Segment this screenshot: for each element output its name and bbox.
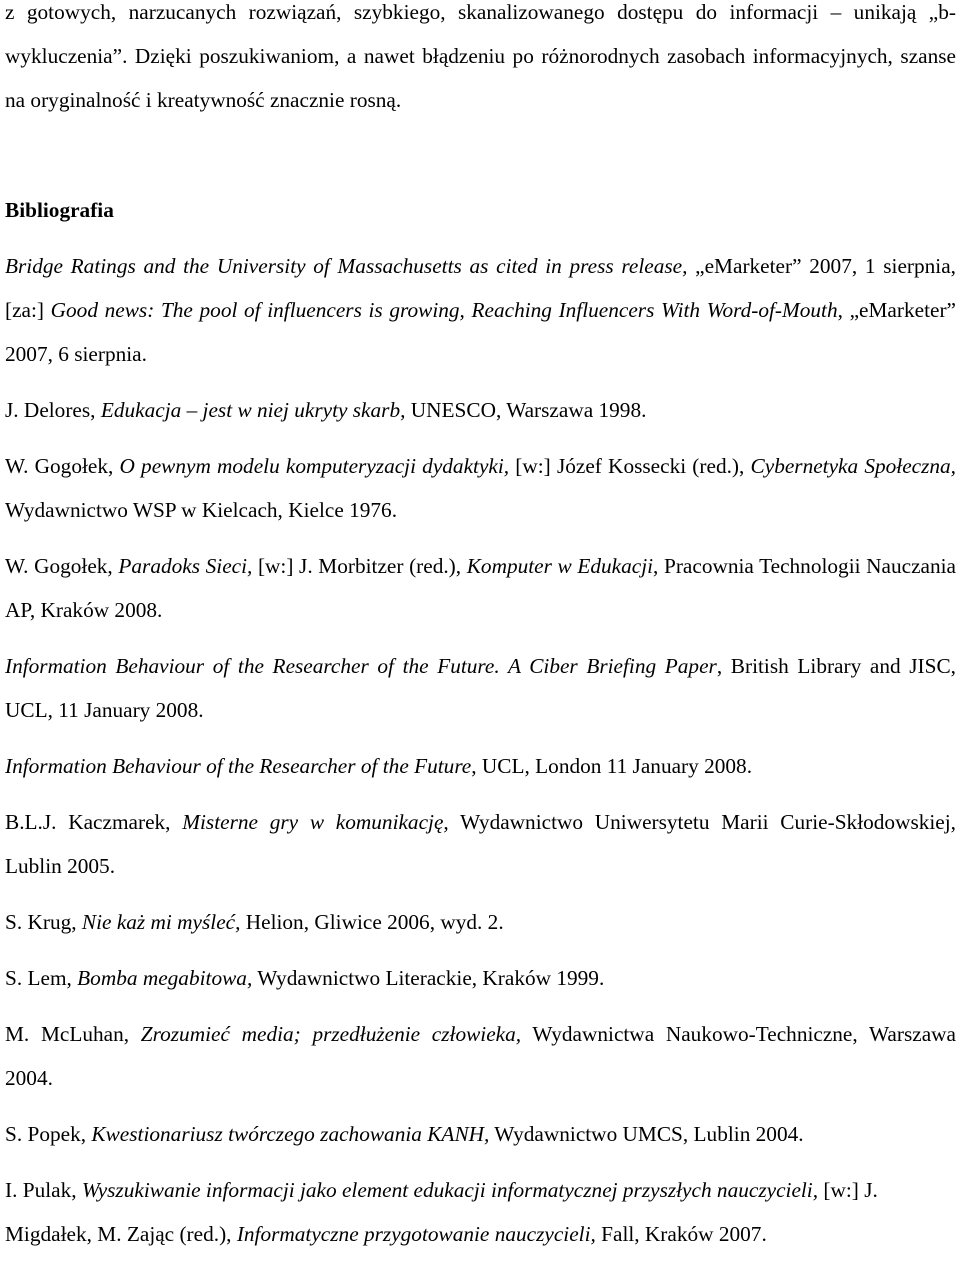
entry-text: , UCL, London 11 January 2008. <box>471 754 753 778</box>
bibliography-entry <box>5 644 956 732</box>
bibliography-entry <box>5 1168 956 1256</box>
entry-author: M. McLuhan, <box>5 1022 141 1046</box>
entry-author: S. Krug, <box>5 910 82 934</box>
bibliography-entry <box>5 956 956 1000</box>
entry-title: Kwestionariusz twórczego zachowania KANH, <box>91 1122 490 1146</box>
entry-title: Information Behaviour of the Researcher of the Future. A Ciber Briefing Paper <box>5 654 717 678</box>
bibliography-list <box>5 244 956 1268</box>
bibliography-entry <box>5 444 956 532</box>
bibliography-entry <box>5 744 956 788</box>
entry-title: Cybernetyka Społeczna, <box>750 454 957 478</box>
entry-title: Bridge Ratings and the University of Massachusetts as cited in press release, <box>5 254 688 278</box>
entry-text: , „eMarketer” 2007, 6 sierpnia. <box>5 298 956 366</box>
entry-title: Good news: The pool of influencers is growing, Reaching Influencers With Word-of-Mouth <box>50 298 838 322</box>
entry-author: J. Delores, <box>5 398 101 422</box>
entry-text: Helion, Gliwice 2006, wyd. 2. <box>240 910 504 934</box>
entry-title: Wyszukiwanie informacji jako element edukacji informatycznej przyszłych nauczycieli, <box>81 1178 819 1202</box>
entry-text: [w:] J. Morbitzer (red.), <box>252 554 467 578</box>
bibliography-entry <box>5 800 956 888</box>
bibliography-entry <box>5 1012 956 1100</box>
entry-text: Wydawnictwo Literackie, Kraków 1999. <box>252 966 605 990</box>
entry-text: , Pracownia Technologii Nauczania AP, Kraków 2008. <box>5 554 957 622</box>
bibliography-entry <box>5 900 956 944</box>
entry-text: , British Library and JISC, UCL, 11 January 2008. <box>5 654 957 722</box>
bibliography-entry <box>5 244 956 376</box>
entry-author: W. Gogołek, <box>5 454 120 478</box>
entry-text: Wydawnictwo Uniwersytetu Marii Curie-Skłodowskiej, Lublin 2005. <box>5 810 956 878</box>
entry-title: Misterne gry w komunikację, <box>182 810 449 834</box>
entry-title: Nie każ mi myśleć, <box>81 910 241 934</box>
document-page <box>5 0 957 1246</box>
bibliography-entry <box>5 1112 956 1156</box>
entry-title: Informatyczne przygotowanie nauczycieli, <box>236 1222 596 1246</box>
entry-author: S. Lem, <box>5 966 78 990</box>
entry-title: Information Behaviour of the Researcher of the Future <box>5 754 472 778</box>
entry-title: Bomba megabitowa, <box>77 966 253 990</box>
entry-author: S. Popek, <box>5 1122 92 1146</box>
entry-author: I. Pulak, <box>5 1178 82 1202</box>
entry-title: Komputer w Edukacji <box>466 554 654 578</box>
entry-text: Wydawnictwo WSP w Kielcach, Kielce 1976. <box>5 498 398 522</box>
entry-text: Fall, Kraków 2007. <box>595 1222 767 1246</box>
entry-title: Edukacja – jest w niej ukryty skarb, <box>100 398 406 422</box>
bibliography-entry <box>5 544 956 632</box>
entry-author: B.L.J. Kaczmarek, <box>5 810 183 834</box>
entry-title: O pewnym modelu komputeryzacji dydaktyki, <box>119 454 510 478</box>
entry-text: [w:] Józef Kossecki (red.), <box>509 454 751 478</box>
entry-text: Wydawnictwa Naukowo-Techniczne, Warszawa 2004. <box>5 1022 956 1090</box>
bibliography-entry <box>5 388 956 432</box>
intro-paragraph: z gotowych, narzucanych rozwiązań, szybkiego, skanalizowanego dostępu do informacji – unikają „b-wykluczenia”. Dzięki poszukiwaniom, a nawet błądzeniu po różnorodnych zasobach informacyjnych, szanse na oryginalność i kreatywność znacznie rosną. <box>5 0 956 112</box>
entry-text: „eMarketer” 2007, 1 sierpnia, [za:] <box>5 254 956 322</box>
entry-title: Zrozumieć media; przedłużenie człowieka, <box>140 1022 522 1046</box>
entry-title: Paradoks Sieci, <box>118 554 253 578</box>
entry-author: W. Gogołek, <box>5 554 119 578</box>
entry-text: [w:] J. Migdałek, M. Zając (red.), <box>5 1178 878 1246</box>
entry-text: UNESCO, Warszawa 1998. <box>405 398 647 422</box>
entry-text: Wydawnictwo UMCS, Lublin 2004. <box>489 1122 804 1146</box>
bibliography-heading: Bibliografia <box>5 198 114 222</box>
